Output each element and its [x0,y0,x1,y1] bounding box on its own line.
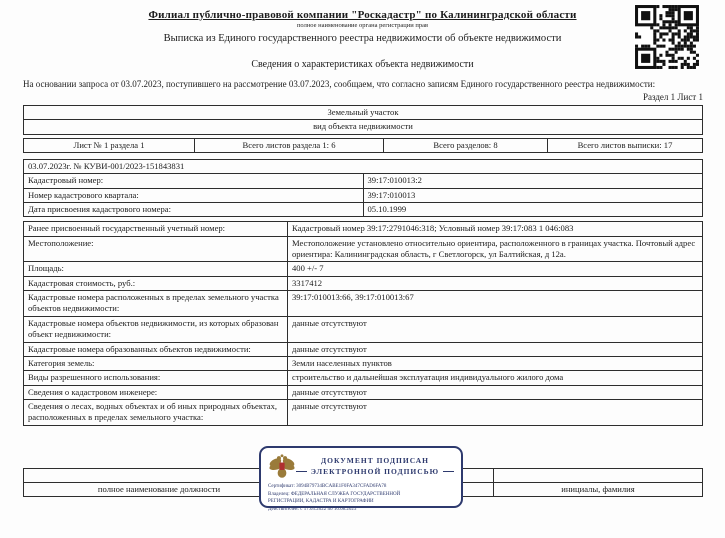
row-value: Кадастровый номер 39:17:2791046:318; Условный номер 39:17:083 1 046:083 [288,222,703,236]
table-row [24,236,703,262]
stamp-rule-right [443,471,454,472]
row-label: Кадастровый номер: [24,174,364,188]
row-label: Кадастровые номера образованных объектов недвижимости: [24,342,288,356]
sheet-counters-table [23,138,703,153]
row-label: Кадастровые номера объектов недвижимости, из которых образован объект недвижимости: [24,316,288,342]
object-type: Земельный участок [24,106,703,120]
section-title: Сведения о характеристиках объекта недвижимости [251,59,474,70]
cadastral-id-table [23,159,703,217]
row-value: 3317412 [288,276,703,290]
row-label: Сведения о лесах, водных объектах и об иных природных объектах, расположенных в пределах земельного участка: [24,399,288,425]
table-row [24,385,703,399]
signature-empty-cell [24,469,295,483]
request-line: На основании запроса от 03.07.2023, поступившего на рассмотрение 03.07.2023, сообщаем, что согласно записям Единого государственного реестра недвижимости: [23,79,656,89]
row-value: данные отсутствуют [288,385,703,399]
row-value: данные отсутствуют [288,342,703,356]
stamp-owner-line1: Владелец: ФЕДЕРАЛЬНАЯ СЛУЖБА ГОСУДАРСТВЕННОЙ [268,491,401,497]
row-value: 400 +/- 7 [288,262,703,276]
coat-of-arms-icon [268,451,296,481]
row-label: Номер кадастрового квартала: [24,188,364,202]
table-row [24,291,703,317]
signature-empty-cell [494,469,703,483]
stamp-owner-line2: РЕГИСТРАЦИИ, КАДАСТРА И КАРТОГРАФИИ [268,499,374,504]
row-label: Дата присвоения кадастрового номера: [24,203,364,217]
row-value: данные отсутствуют [288,399,703,425]
sheet-cell: Всего листов раздела 1: 6 [195,138,384,152]
e-signature-stamp [259,446,463,512]
object-type-caption: вид объекта недвижимости [24,120,703,134]
stamp-details [268,483,454,513]
table-row [24,106,703,120]
sheet-cell: Всего разделов: 8 [384,138,548,152]
table-row [24,262,703,276]
row-value: 39:17:010013 [363,188,703,202]
stamp-validity: Действителен: с 17.05.2022 по 10.08.2023 [268,506,357,512]
row-value: 39:17:010013:2 [363,174,703,188]
row-label: Площадь: [24,262,288,276]
razdel-list-label: Раздел 1 Лист 1 [642,92,703,102]
org-name: Филиал публично-правовой компании "Роскадастр" по Калининградской области [148,9,577,21]
org-name-caption: полное наименование органа регистрации прав [296,22,429,29]
sheet-cell: Лист № 1 раздела 1 [24,138,195,152]
row-value: Земли населенных пунктов [288,356,703,370]
doc-number: 03.07.2023г. № КУВИ-001/2023-151843831 [24,160,703,174]
row-label: Кадастровая стоимость, руб.: [24,276,288,290]
row-value: 39:17:010013:66, 39:17:010013:67 [288,291,703,317]
table-row [24,138,703,152]
table-row [24,160,703,174]
table-row [24,203,703,217]
table-row [24,222,703,236]
object-type-table [23,105,703,135]
row-label: Категория земель: [24,356,288,370]
stamp-title-line2: ЭЛЕКТРОННОЙ ПОДПИСЬЮ [310,467,440,476]
row-label: Виды разрешенного использования: [24,371,288,385]
position-label: полное наименование должности [24,483,295,497]
stamp-title-line1: ДОКУМЕНТ ПОДПИСАН [321,456,429,465]
table-row [24,316,703,342]
table-row [24,276,703,290]
name-label: инициалы, фамилия [494,483,703,497]
table-row [24,188,703,202]
row-value: строительство и дальнейшая эксплуатация индивидуального жилого дома [288,371,703,385]
document-header [0,0,725,44]
table-row [24,399,703,425]
row-value: 05.10.1999 [363,203,703,217]
stamp-certificate: Сертификат: 3094B79734BCABE1F0FA347CFAD6FA78 [268,484,387,489]
row-label: Кадастровые номера расположенных в пределах земельного участка объектов недвижимости: [24,291,288,317]
row-label: Ранее присвоенный государственный учетный номер: [24,222,288,236]
stamp-rule-left [296,471,307,472]
row-value: данные отсутствуют [288,316,703,342]
characteristics-table [23,221,703,425]
document-title: Выписка из Единого государственного реестра недвижимости об объекте недвижимости [163,33,562,44]
table-row [24,342,703,356]
qr-code [634,4,700,70]
table-row [24,356,703,370]
table-row [24,120,703,134]
table-row [24,174,703,188]
row-label: Местоположение: [24,236,288,262]
sheet-cell: Всего листов выписки: 17 [548,138,703,152]
table-row [24,371,703,385]
row-label: Сведения о кадастровом инженере: [24,385,288,399]
row-value: Местоположение установлено относительно ориентира, расположенного в границах участка. Почтовый адрес ориентира: Калининградская область, г Светлогорск, ул Балтийская, д 12а. [288,236,703,262]
